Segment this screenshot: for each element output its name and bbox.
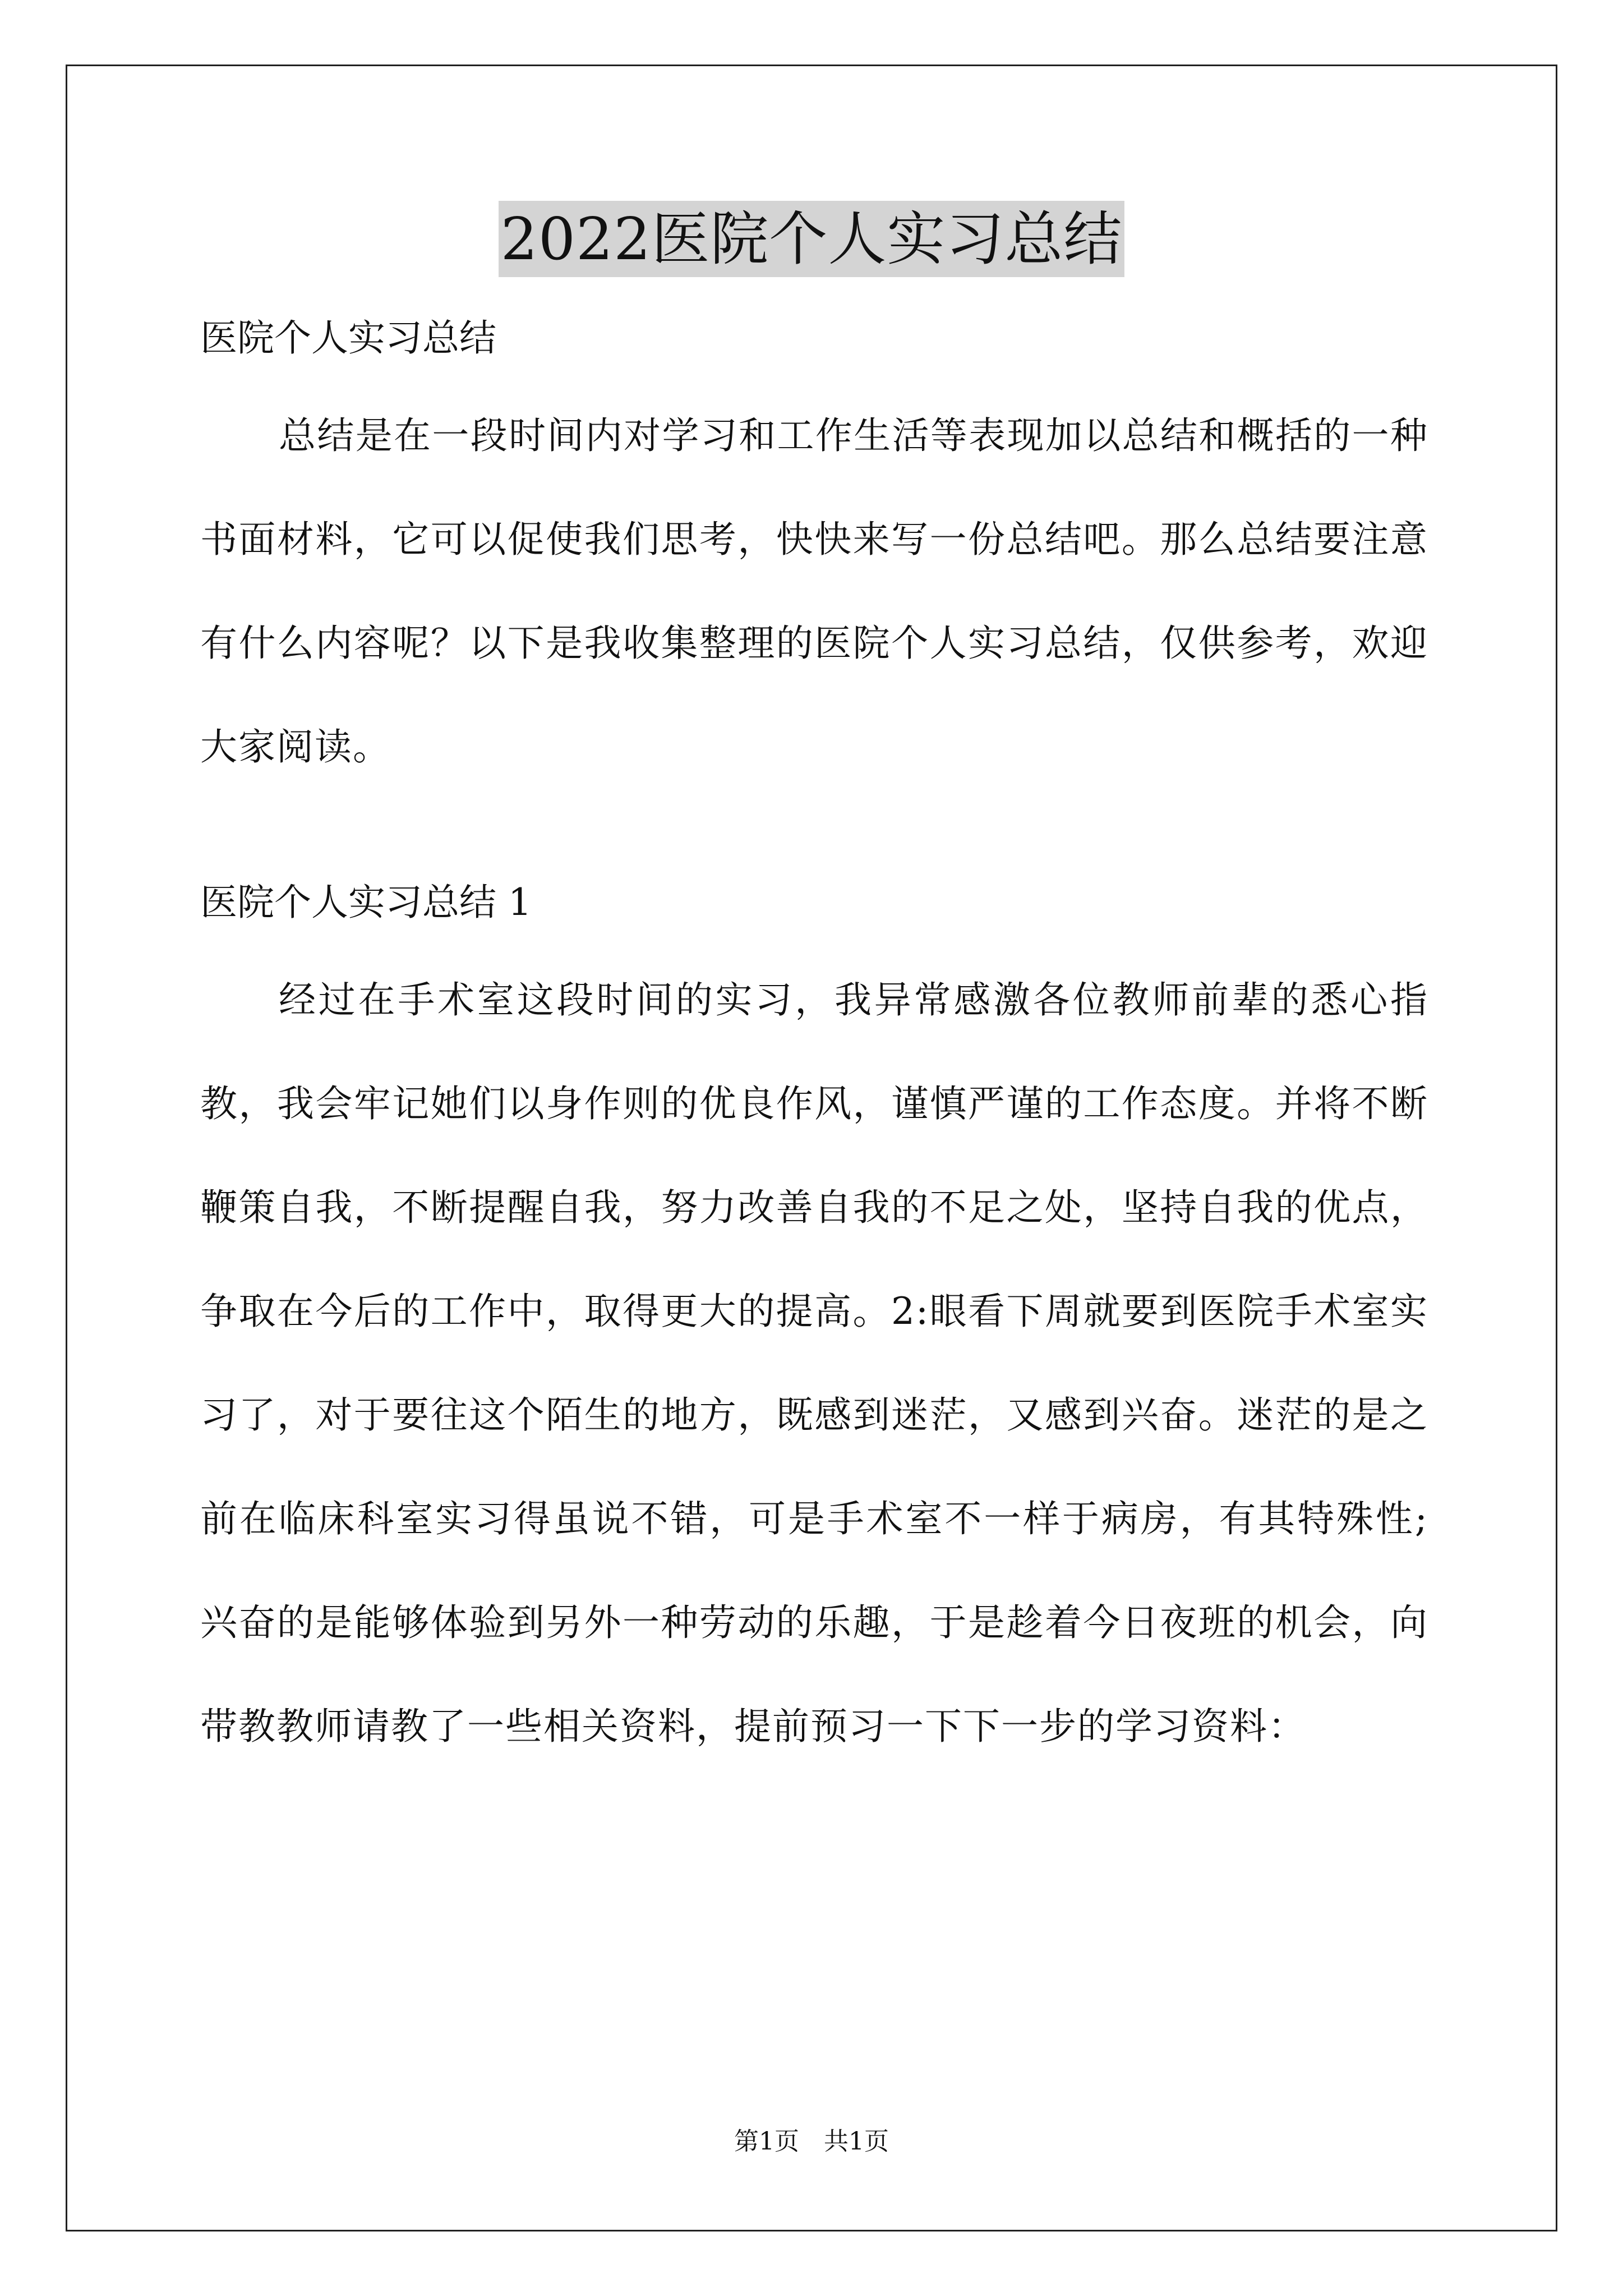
document-body: [200, 313, 1428, 1778]
section-heading-1: 医院个人实习总结 1: [200, 881, 532, 924]
document-title: 2022医院个人实习总结: [499, 201, 1125, 277]
section-heading-intro: 医院个人实习总结: [200, 316, 496, 360]
section-paragraph-1: 经过在手术室这段时间的实习，我异常感激各位教师前辈的悉心指教，我会牢记她们以身作则的优良作风，谨慎严谨的工作态度。并将不断鞭策自我，不断提醒自我，努力改善自我的不足之处，坚持自我的优点，争取在今后的工作中，取得更大的提高。2:眼看下周就要到医院手术室实习了，对于要往这个陌生的地方，既感到迷茫，又感到兴奋。迷茫的是之前在临床科室实习得虽说不错，可是手术室不一样于病房，有其特殊性;兴奋的是能够体验到另外一种劳动的乐趣，于是趁着今日夜班的机会，向带教教师请教了一些相关资料，提前预习一下下一步的学习资料：: [200, 978, 1428, 1748]
section-paragraph-intro: 总结是在一段时间内对学习和工作生活等表现加以总结和概括的一种书面材料，它可以促使我们思考，快快来写一份总结吧。那么总结要注意有什么内容呢？以下是我收集整理的医院个人实习总结，仅供参考，欢迎大家阅读。: [200, 414, 1428, 769]
page-footer: 第1页 共1页: [734, 2127, 889, 2156]
title-container: [0, 201, 1623, 277]
